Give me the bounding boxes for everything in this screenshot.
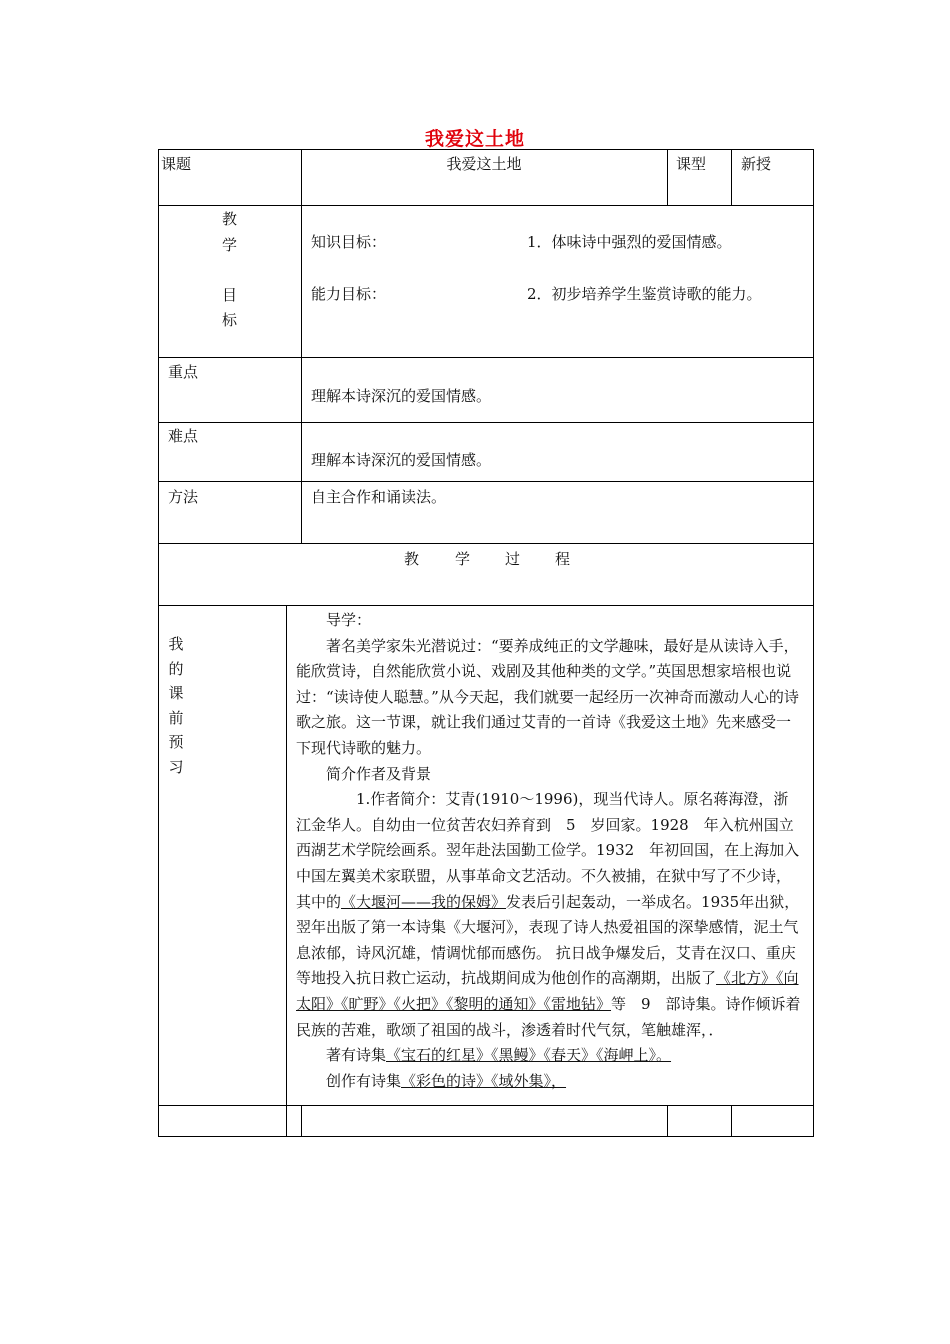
topic-value: 我爱这土地 xyxy=(446,155,522,173)
works-line-1: 著有诗集《宝石的红星》《黑鳗》《春天》《海岬上》。 xyxy=(326,1046,672,1065)
column-divider xyxy=(667,149,668,205)
row-divider xyxy=(158,481,814,482)
preview-body xyxy=(296,608,802,1094)
keypoint-label: 重点 xyxy=(168,363,199,381)
works-line-2: 创作有诗集《彩色的诗》《域外集》， xyxy=(326,1071,567,1090)
method-text: 自主合作和诵读法。 xyxy=(311,488,447,506)
difficulty-text: 理解本诗深沉的爱国情感。 xyxy=(311,451,492,469)
knowledge-goal-text: 1．体味诗中强烈的爱国情感。 xyxy=(527,233,732,251)
column-divider xyxy=(731,1105,732,1137)
column-divider xyxy=(731,149,732,205)
row-divider xyxy=(158,605,814,606)
ability-goal-text: 2．初步培养学生鉴赏诗歌的能力。 xyxy=(527,285,762,303)
author-bio: 1.作者简介：艾青(1910～1996)，现当代诗人。原名蒋海澄，浙江金华人。自幼由一位贫苦农妇养育到 5 岁回家。1928 年入杭州国立西湖艺术学院绘画系。翌年赴法国勤工俭学。1932 年初回国，在上海加入中国左翼美术家联盟，从事革命文艺活动。不久被捕，在狱中写了不少诗，其中的《大堰河——我的保姆》发表后引起轰动，一举成名。1935年出狱，翌年出版了第一本诗集《大堰河》，表现了诗人热爱祖国的深挚感情，泥土气息浓郁，诗风沉雄，情调忧郁而感伤。 抗日战争爆发后，艾青在汉口、重庆等地投入抗日救亡运动，抗战期间成为他创作的高潮期，出版了《北方》《向太阳》《旷野》《火把》《黎明的通知》《雷地钻》等 9 部诗集。诗作倾诉着民族的苦难，歌颂了祖国的战斗，渗透着时代气氛，笔触雄浑，． xyxy=(296,790,801,1039)
preview-label: 我 的 课 前 预 习 xyxy=(168,635,184,776)
keypoint-text: 理解本诗深沉的爱国情感。 xyxy=(311,387,492,405)
row-divider xyxy=(158,357,814,358)
row-divider xyxy=(158,205,814,206)
difficulty-label: 难点 xyxy=(168,427,199,445)
topic-label: 课题 xyxy=(161,155,192,173)
author-heading: 简介作者及背景 xyxy=(326,764,432,783)
row-divider xyxy=(158,1105,814,1106)
row-divider xyxy=(158,422,814,423)
works-list-link: 《北方》《向太阳》《旷野》《火把》《黎明的通知》《雷地钻》 xyxy=(296,969,799,1013)
lesson-type-value: 新授 xyxy=(741,155,772,173)
guide-paragraph: 著名美学家朱光潜说过：“要养成纯正的文学趣味，最好是从读诗入手，能欣赏诗，自然能欣赏小说、戏剧及其他种类的文学。”英国思想家培根也说过：“读诗使人聪慧。”从今天起，我们就要一起经历一次神奇而激动人心的诗歌之旅。这一节课，就让我们通过艾青的一首诗《我爱这土地》先来感受一下现代诗歌的魅力。 xyxy=(296,636,799,757)
guide-heading: 导学： xyxy=(326,611,372,629)
lesson-type-label: 课型 xyxy=(676,155,707,173)
column-divider xyxy=(286,605,287,1137)
method-label: 方法 xyxy=(168,488,199,506)
work-title-link: 《大堰河——我的保姆》 xyxy=(341,892,507,911)
document-title: 我爱这土地 xyxy=(424,128,525,150)
knowledge-goal-label: 知识目标： xyxy=(311,233,387,251)
ability-goal-label: 能力目标： xyxy=(311,285,387,303)
column-divider xyxy=(667,1105,668,1137)
row-divider xyxy=(158,543,814,544)
column-divider xyxy=(301,149,302,543)
column-divider xyxy=(301,1105,302,1137)
